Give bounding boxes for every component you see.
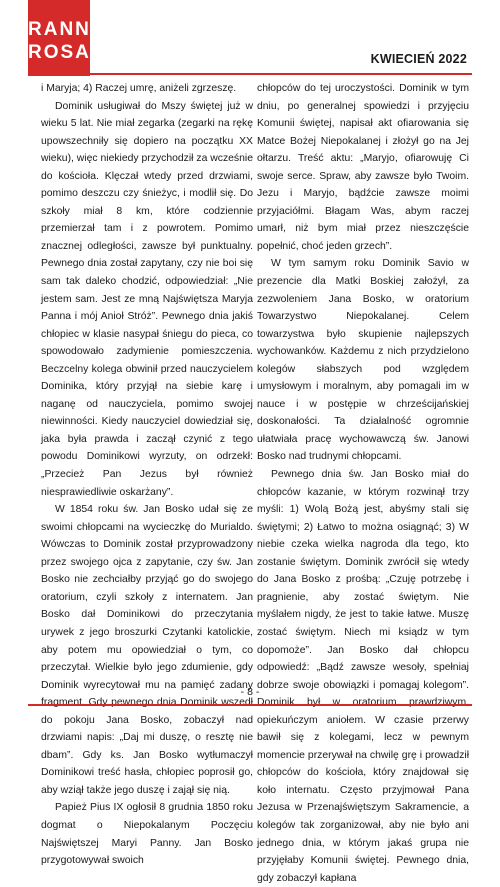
paragraph: Pewnego dnia św. Jan Bosko miał do chłopców kazanie, w którym rozwinął trzy myśli: 1) Wolą Bożą jest, abyśmy stali się świętymi; 2) Łatwo to można osiągnąć; 3) W niebie czeka wielka nagroda dla tego, kto zostanie świętym. Dominik zwrócił się wtedy do Jana Bosko z prośbą: „Czuję potrzebę i pragnienie, aby zostać świętym. Nie myślałem nigdy, że jest to takie łatwe. Muszę zostać świętym. Niech mi ksiądz w tym dopomoże”. Jan Bosko dał chłopcu odpowiedź: „Bądź zawsze wesoły, spełniaj dobrze swoje obowiązki i pomagaj kolegom”. Dominik był w oratorium prawdziwym, opiekuńczym aniołem. W czasie przerwy bawił się z kolegami, lecz w pewnym momencie przerywał na chwilę grę i prowadził chłopców do kościoła, który znajdował się koło internatu. Często przyjmował Pana Jezusa w Przenajświętszym Sakramencie, a kolegów tak zorganizował, aby nie było ani jednego dnia, w którym jakaś grupa nie przyjęłaby Komunii świętej. Pewnego dnia, gdy zobaczył kapłana: [257, 469, 469, 884]
paragraph: Papież Pius IX ogłosił 8 grudnia 1850 roku dogmat o Niepokalanym Poczęciu Najświętszej Maryi Panny. Jan Bosko przygotowywał swoich: [41, 802, 253, 867]
paragraph: W tym samym roku Dominik Savio w prezencie dla Matki Boskiej założył, za zezwoleniem Jana Bosko, w oratorium Towarzystwo Niepokalanej. Celem towarzystwa było skupienie najlepszych wychowanków. Każdemu z nich przydzielono kolegów słabszych pod względem umysłowym i moralnym, aby pomagali im w nauce i w postępie w chrześcijańskiej doskonałości. Ta działalność ogromnie ułatwiała pracę wychowawczą św. Janowi Bosko nad trudnymi chłopcami.: [257, 258, 469, 463]
issue-date: KWIECIEŃ 2022: [370, 52, 467, 66]
article-column-right: [257, 80, 469, 887]
paragraph: i Maryja; 4) Raczej umrę, aniżeli zgrzeszę.: [41, 83, 237, 94]
page-number: - 8 -: [240, 686, 260, 698]
paragraph: Dominik usługiwał do Mszy świętej już w wieku 5 lat. Nie miał zegarka (zegarki na rękę upowszechniły się dopiero na początku XX wieku), więc niekiedy przychodził za wcześnie do kościoła. Klęczał wtedy przed drzwiami, pomimo deszczu czy śnieżyc, i modlił się. Do szkoły miał 8 km, które codziennie przemierzał tam i z powrotem. Pomimo znacznej odległości, zawsze był punktualny. Pewnego dnia został zapytany, czy nie boi się sam tak daleko chodzić, odpowiedział: „Nie jestem sam. Jest ze mną Najświętsza Maryja Panna i mój Anioł Stróż”. Pewnego dnia jakiś chłopiec w klasie nasypał śniegu do pieca, co spowodowało zadymienie pomieszczenia. Beczcelny kolega obwinił przed nauczycielem Dominika, który przyjął na siebie karę i naganę od nauczyciela, pomimo swojej niewinności. Kiedy nauczyciel dowiedział się, jaka była prawda i zaczął czynić z tego powodu Dominikowi wyrzuty, on odrzekł: „Przecież Pan Jezus był również niesprawiedliwie oskarżany”.: [41, 100, 253, 498]
magazine-logo: [28, 0, 107, 76]
paragraph: W 1854 roku św. Jan Bosko udał się ze swoimi chłopcami na wycieczkę do Murialdo. Wówczas to Dominik został przyprowadzony przez swojego ojca z zapytanie, czy św. Jan Bosko nie zechciałby przyjąć go do swojego oratorium, czyli szkoły z internatem. Jan Bosko dał Dominikowi do przeczytania urywek z jego broszurki Czytanki katolickie, aby potem mu opowiedział o tym, co przeczytał. Wielkie było jego zdumienie, gdy Dominik wyrecytował mu na pamięć zadany fragment. Gdy pewnego dnia Dominik wszedł do pokoju Jana Bosko, zobaczył nad drzwiami napis: „Daj mi duszę, o resztę nie dbam”. Gdy ks. Jan Bosko wytłumaczył Dominikowi treść hasła, chłopiec poprosił go, aby wziął także jego duszę i zajął się nią.: [41, 504, 253, 796]
paragraph: chłopców do tej uroczystości. Dominik w tym dniu, po generalnej spowiedzi i przyjęciu Komunii świętej, napisał akt ofiarowania się Matce Bożej Niepokalanej i złożył go na Jej ołtarzu. Treść aktu: „Maryjo, ofiarowuję Ci swoje serce. Spraw, aby zawsze było Twoim. Jezu i Maryjo, bądźcie zawsze moimi przyjaciółmi. Błagam Was, abym raczej umarł, niż bym miał przez nieszczęście popełnić, choć jeden grzech”.: [257, 83, 469, 252]
logo-line-2: ROSA: [28, 42, 91, 63]
article-column-left: [41, 80, 253, 870]
logo-line-1: RANNA: [28, 19, 107, 40]
footer-rule: [28, 704, 472, 706]
header-rule: [28, 73, 472, 75]
